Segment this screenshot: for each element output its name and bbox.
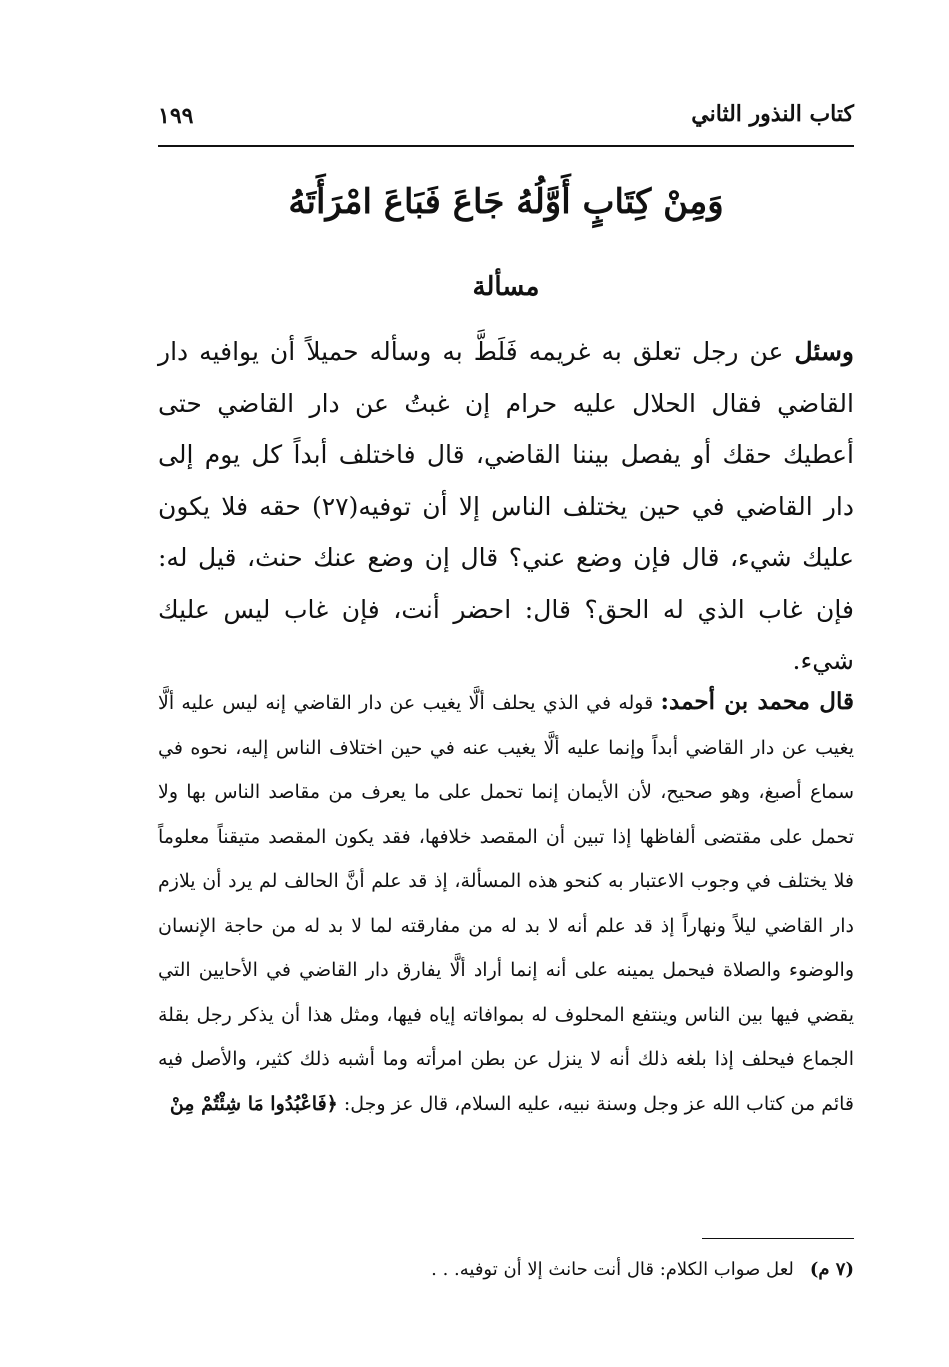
commentary-paragraph (158, 680, 854, 1126)
quran-verse: ﴿فَاعْبُدُوا مَا شِئْتُمْ مِنْ (169, 1092, 338, 1115)
footnote-marker: (٧ م) (809, 1259, 854, 1280)
question-text: عن رجل تعلق به غريمه فَلَطَّ به وسأله حميلاً أن يوافيه دار القاضي فقال الحلال عليه حرام إن غبتُ عن دار القاضي حتى أعطيك حقك أو يفصل بيننا القاضي، قال فاختلف أبداً كل يوم إلى دار القاضي في حين يختلف الناس إلا أن توفيه(٢٧) حقه فلا يكون عليك شيء، قال فإن وضع عني؟ قال إن وضع عنك حنث، قيل له: فإن غاب الذي له الحق؟ قال: احضر أنت، فإن غاب ليس عليك شيء. (158, 337, 854, 675)
chapter-title: وَمِنْ كِتَابٍ أَوَّلُهُ جَاعَ فَبَاعَ امْرَأَتَهُ (288, 182, 724, 222)
footnote (158, 1250, 854, 1290)
page-number: ١٩٩ (158, 103, 194, 129)
commentary-lead-in: قال محمد بن أحمد: (660, 688, 854, 715)
question-paragraph (158, 326, 854, 687)
footnote-rule (702, 1238, 854, 1239)
page-header (158, 95, 854, 145)
question-lead-in: وسئل (794, 337, 854, 366)
header-rule (158, 145, 854, 147)
commentary-text: قوله في الذي يحلف ألَّا يغيب عن دار القاضي إنه ليس عليه ألَّا يغيب عن دار القاضي أبداً وإنما عليه ألَّا يغيب عنه في حين اختلاف الناس إليه، نحوه في سماع أصبغ، وهو صحيح، لأن الأيمان إنما تحمل على ما يعرف من مقاصد الناس بها ولا تحمل على مقتضى ألفاظها إذا تبين أن المقصد خلافها، فقد يكون المقصد متيقناً معلوماً فلا يختلف في وجوب الاعتبار به كنحو هذه المسألة، إذ قد علم أنَّ الحالف لم يرد أن يلازم دار القاضي ليلاً ونهاراً إذ قد علم أنه لا بد له من مفارقته لما لا بد له من حاجة الإنسان والوضوء والصلاة فيحمل يمينه على أنه إنما أراد ألَّا يفارق دار القاضي في الأحايين التي يقضي فيها بين الناس وينتفع المحلوف له بموافاته إياه فيها، ومثل هذا أن يذكر رجل بقلة الجماع فيحلف إذا بلغه ذلك أنه لا ينزل عن بطن امرأته وما أشبه ذلك كثير، والأصل فيه قائم من كتاب الله عز وجل وسنة نبيه، عليه السلام، قال عز وجل: (158, 692, 854, 1115)
running-title: كتاب النذور الثاني (691, 101, 854, 127)
section-heading: مسألة (472, 272, 540, 302)
footnote-text: لعل صواب الكلام: قال أنت حانث إلا أن توفيه. . . (431, 1259, 794, 1280)
